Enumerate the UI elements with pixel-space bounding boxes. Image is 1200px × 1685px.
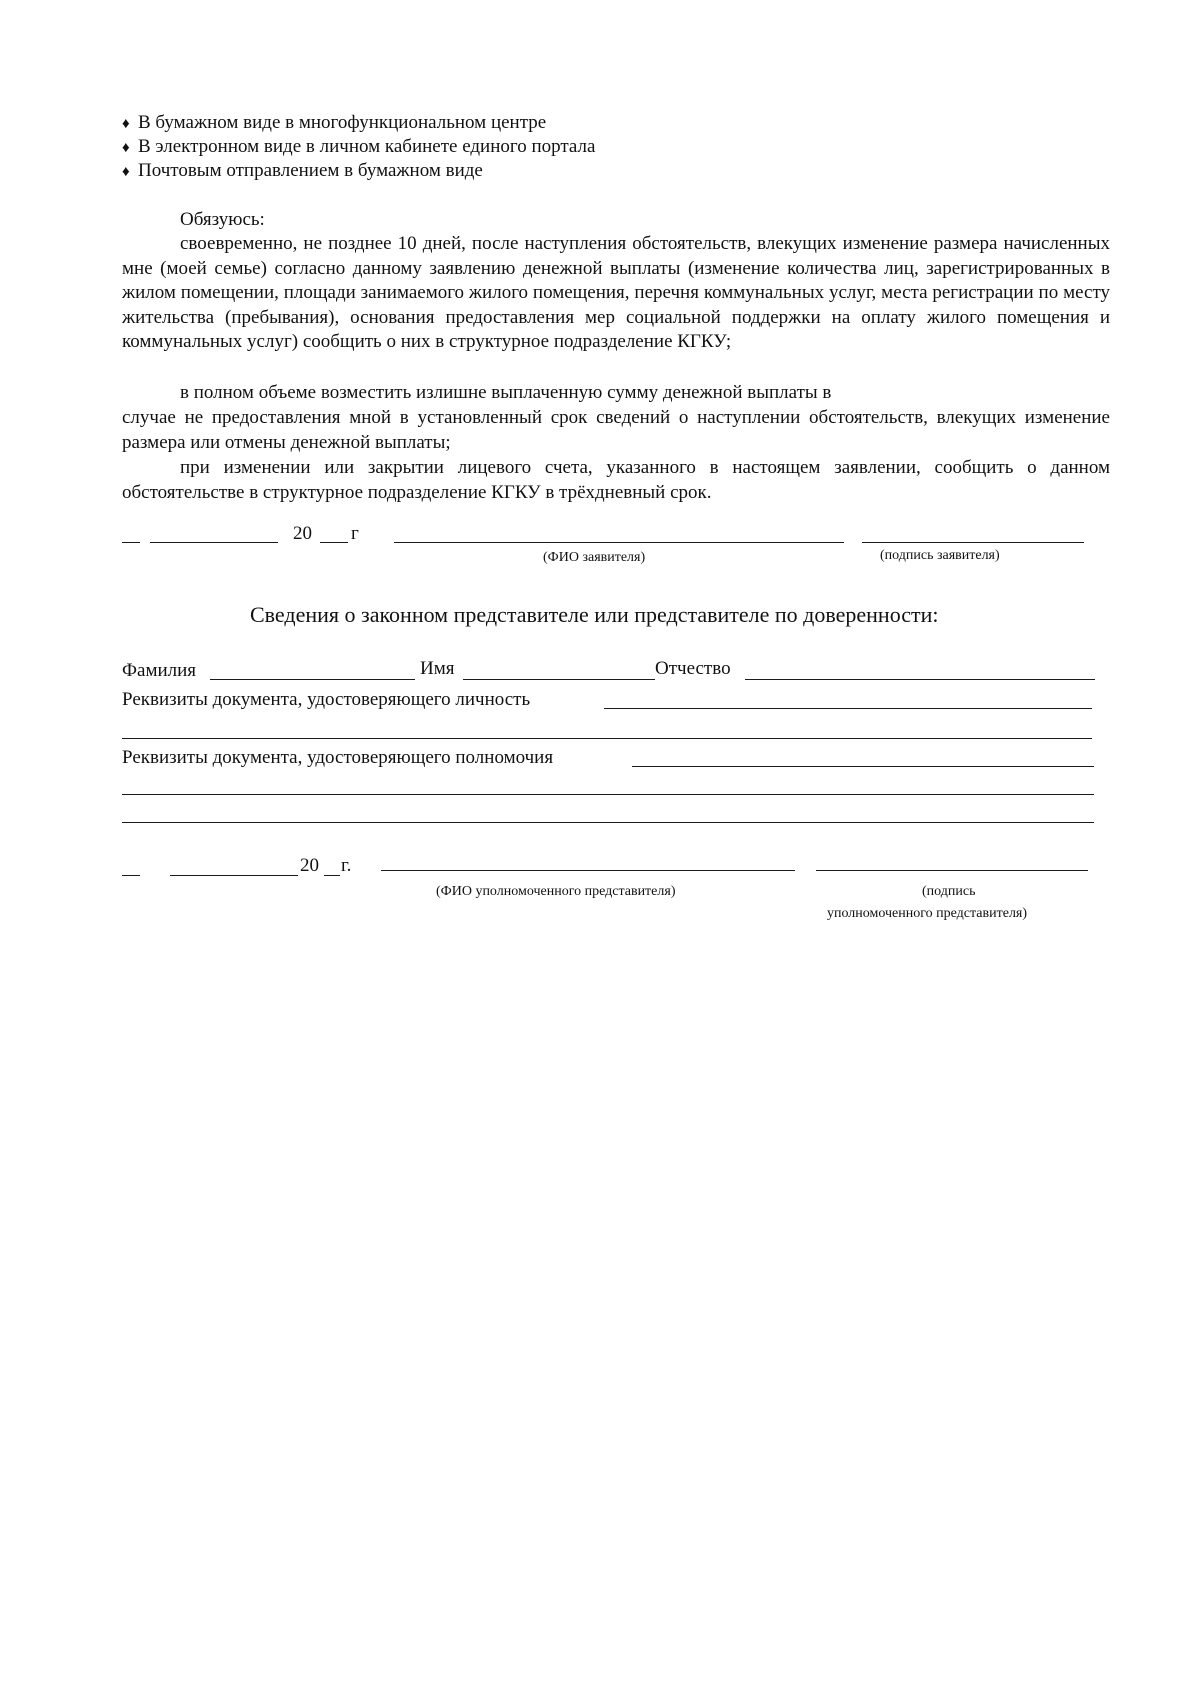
- identity-doc-field[interactable]: [604, 708, 1092, 709]
- applicant-fio-line[interactable]: [394, 542, 844, 543]
- delivery-option-post: [122, 160, 483, 183]
- rep-date-month-line[interactable]: [170, 875, 298, 876]
- name-field[interactable]: [463, 679, 655, 680]
- diamond-bullet-icon: ♦: [122, 164, 130, 180]
- rep-date-year-line[interactable]: [324, 875, 340, 876]
- rep-date-day-line[interactable]: [122, 875, 140, 876]
- obligation-item-2-first-line: в полном объеме возместить излишне выплаченную сумму денежной выплаты в: [180, 382, 832, 403]
- rep-signature-caption-line1: (подпись: [922, 884, 976, 899]
- rep-fio-caption: (ФИО уполномоченного представителя): [436, 884, 676, 899]
- rep-year-prefix: 20: [300, 855, 319, 876]
- rep-signature-caption-line2: уполномоченного представителя): [827, 906, 1028, 921]
- applicant-fio-caption: (ФИО заявителя): [543, 550, 646, 565]
- authority-doc-label: Реквизиты документа, удостоверяющего полномочия: [122, 747, 554, 768]
- diamond-bullet-icon: ♦: [122, 140, 130, 156]
- identity-doc-field-continuation[interactable]: [122, 738, 1092, 739]
- rep-fio-line[interactable]: [381, 870, 795, 871]
- rep-signature-line[interactable]: [816, 870, 1088, 871]
- delivery-option-label: Почтовым отправлением в бумажном виде: [138, 160, 483, 181]
- date-day-line[interactable]: [122, 542, 140, 543]
- delivery-option-label: В бумажном виде в многофункциональном центре: [138, 112, 547, 133]
- date-month-line[interactable]: [150, 542, 278, 543]
- rep-year-suffix: г.: [341, 855, 352, 876]
- representative-heading: Сведения о законном представителе или представителе по доверенности:: [250, 602, 939, 627]
- obligation-item-1: своевременно, не позднее 10 дней, после наступления обстоятельств, влекущих изменение размера начисленных мне (моей семье) согласно данному заявлению денежной выплаты (изменение количества лиц, зарегистрированных в жилом помещении, площади занимаемого жилого помещения, перечня коммунальных услуг, места регистрации по месту жительства (пребывания), основания предоставления мер социальной поддержки на оплату жилого помещения и коммунальных услуг) сообщить о них в структурное подразделение КГКУ;: [122, 233, 1110, 352]
- delivery-option-paper-mfc: [122, 112, 546, 135]
- authority-doc-field-continuation-1[interactable]: [122, 794, 1094, 795]
- obligations-heading: Обязуюсь:: [180, 209, 265, 230]
- obligation-item-2-rest: случае не предоставления мной в установленный срок сведений о наступлении обстоятельств, влекущих изменение размера или отмены денежной выплаты;: [122, 407, 1110, 453]
- authority-doc-field-continuation-2[interactable]: [122, 822, 1094, 823]
- name-label: Имя: [420, 658, 455, 679]
- diamond-bullet-icon: ♦: [122, 116, 130, 132]
- patronymic-label: Отчество: [655, 658, 731, 679]
- year-prefix: 20: [293, 523, 312, 544]
- authority-doc-field[interactable]: [632, 766, 1094, 767]
- year-suffix: г: [351, 523, 359, 544]
- delivery-option-label: В электронном виде в личном кабинете единого портала: [138, 136, 596, 157]
- obligation-item-3: при изменении или закрытии лицевого счета, указанного в настоящем заявлении, сообщить о данном обстоятельстве в структурное подразделение КГКУ в трёхдневный срок.: [122, 457, 1110, 503]
- applicant-signature-caption: (подпись заявителя): [880, 548, 1000, 563]
- applicant-signature-line[interactable]: [862, 542, 1084, 543]
- patronymic-field[interactable]: [745, 679, 1095, 680]
- surname-field[interactable]: [210, 679, 415, 680]
- date-year-line[interactable]: [320, 542, 348, 543]
- delivery-option-electronic-portal: [122, 136, 595, 159]
- surname-label: Фамилия: [122, 660, 197, 681]
- identity-doc-label: Реквизиты документа, удостоверяющего личность: [122, 689, 531, 710]
